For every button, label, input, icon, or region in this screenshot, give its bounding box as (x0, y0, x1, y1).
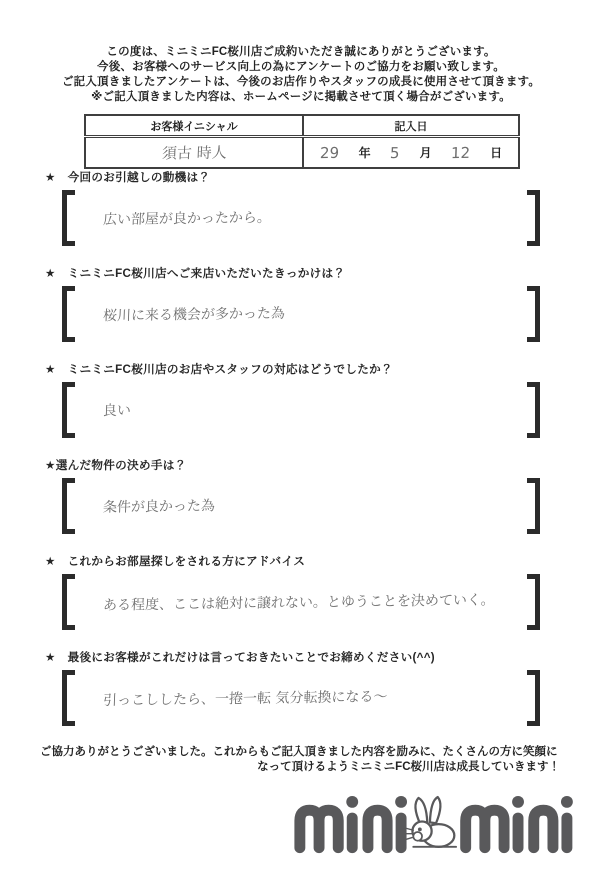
header-line: ご記入頂きましたアンケートは、今後のお店作りやスタッフの成長に使用させて頂きます。 (61, 76, 541, 88)
answer-area (62, 574, 540, 630)
question-block-3 (0, 361, 602, 438)
answer-area (62, 286, 540, 342)
rabbit-icon (403, 797, 456, 847)
date-value-cell (303, 137, 519, 169)
initial-value-cell (85, 137, 303, 169)
minimini-logo (292, 789, 580, 861)
footer-line: なって頂けるようミニミニFC桜川店は成長していきます！ (257, 761, 560, 773)
handwritten-answer: 条件が良かった為 (102, 498, 216, 516)
date-month-handwriting: 5 (390, 143, 401, 162)
footer-note (40, 745, 560, 775)
left-bracket-icon (62, 478, 75, 534)
question-block-2 (0, 265, 602, 342)
question-heading: ★選んだ物件の決め手は？ (45, 459, 187, 472)
right-bracket-icon (527, 574, 540, 630)
initial-column-header: お客様イニシャル (85, 115, 303, 137)
answer-area (62, 382, 540, 438)
answer-text (75, 382, 527, 438)
date-year-unit: 年 (358, 146, 371, 160)
answer-area (62, 190, 540, 246)
header-line: ※ご記入頂きました内容は、ホームページに掲載させて頂く場合がございます。 (91, 91, 511, 103)
logo-word-mini-1 (300, 810, 401, 848)
answer-text (75, 478, 527, 534)
header-line: 今後、お客様へのサービス向上の為にアンケートのご協力をお願い致します。 (97, 61, 505, 73)
table-header-row (85, 115, 519, 137)
customer-initial-handwriting: 須古 時人 (161, 143, 227, 163)
answer-text (75, 574, 527, 630)
header-note (0, 0, 602, 105)
question-heading: ★ ミニミニFC桜川店のお店やスタッフの対応はどうでしたか？ (45, 363, 393, 376)
left-bracket-icon (62, 670, 75, 726)
answer-text (75, 190, 527, 246)
left-bracket-icon (62, 190, 75, 246)
question-heading: ★ 最後にお客様がこれだけは言っておきたいことでお締めください(^^) (45, 651, 435, 664)
handwritten-answer: 桜川に来る機会が多かった為 (102, 305, 286, 325)
question-block-6 (0, 649, 602, 726)
table-value-row (85, 137, 519, 169)
right-bracket-icon (527, 286, 540, 342)
answer-area (62, 670, 540, 726)
header-line: この度は、ミニミニFC桜川店ご成約いただき誠にありがとうございます。 (106, 46, 496, 58)
answer-text (75, 670, 527, 726)
handwritten-answer: ある程度、ここは絶対に譲れない。とゆうことを決めていく。 (102, 592, 495, 614)
logo-word-mini-2 (466, 810, 567, 848)
right-bracket-icon (527, 478, 540, 534)
handwritten-answer: 広い部屋が良かったから。 (102, 209, 272, 229)
left-bracket-icon (62, 382, 75, 438)
footer-line: ご協力ありがとうございました。これからもご記入頂きました内容を励みに、たくさんの方に笑顔に (40, 746, 558, 758)
handwritten-answer: 良い (102, 402, 132, 420)
question-heading: ★ ミニミニFC桜川店へご来店いただいたきっかけは？ (45, 267, 346, 280)
date-day-unit: 日 (490, 146, 503, 160)
date-month-unit: 月 (419, 146, 432, 160)
date-day-handwriting: 12 (450, 143, 471, 162)
question-block-4 (0, 457, 602, 534)
right-bracket-icon (527, 670, 540, 726)
right-bracket-icon (527, 382, 540, 438)
answer-area (62, 478, 540, 534)
handwritten-answer: 引っこししたら、一捲一転 気分転換になる～ (102, 689, 388, 709)
date-year-handwriting: 29 (319, 143, 340, 162)
customer-info-table (84, 114, 520, 169)
question-heading: ★ これからお部屋探しをされる方にアドバイス (45, 555, 306, 568)
date-column-header: 記入日 (303, 115, 519, 137)
question-block-1 (0, 169, 602, 246)
question-heading: ★ 今回のお引越しの動機は？ (45, 171, 211, 184)
left-bracket-icon (62, 574, 75, 630)
date-entry (310, 138, 512, 167)
left-bracket-icon (62, 286, 75, 342)
right-bracket-icon (527, 190, 540, 246)
question-block-5 (0, 553, 602, 630)
answer-text (75, 286, 527, 342)
minimini-logo-graphic (292, 789, 580, 861)
